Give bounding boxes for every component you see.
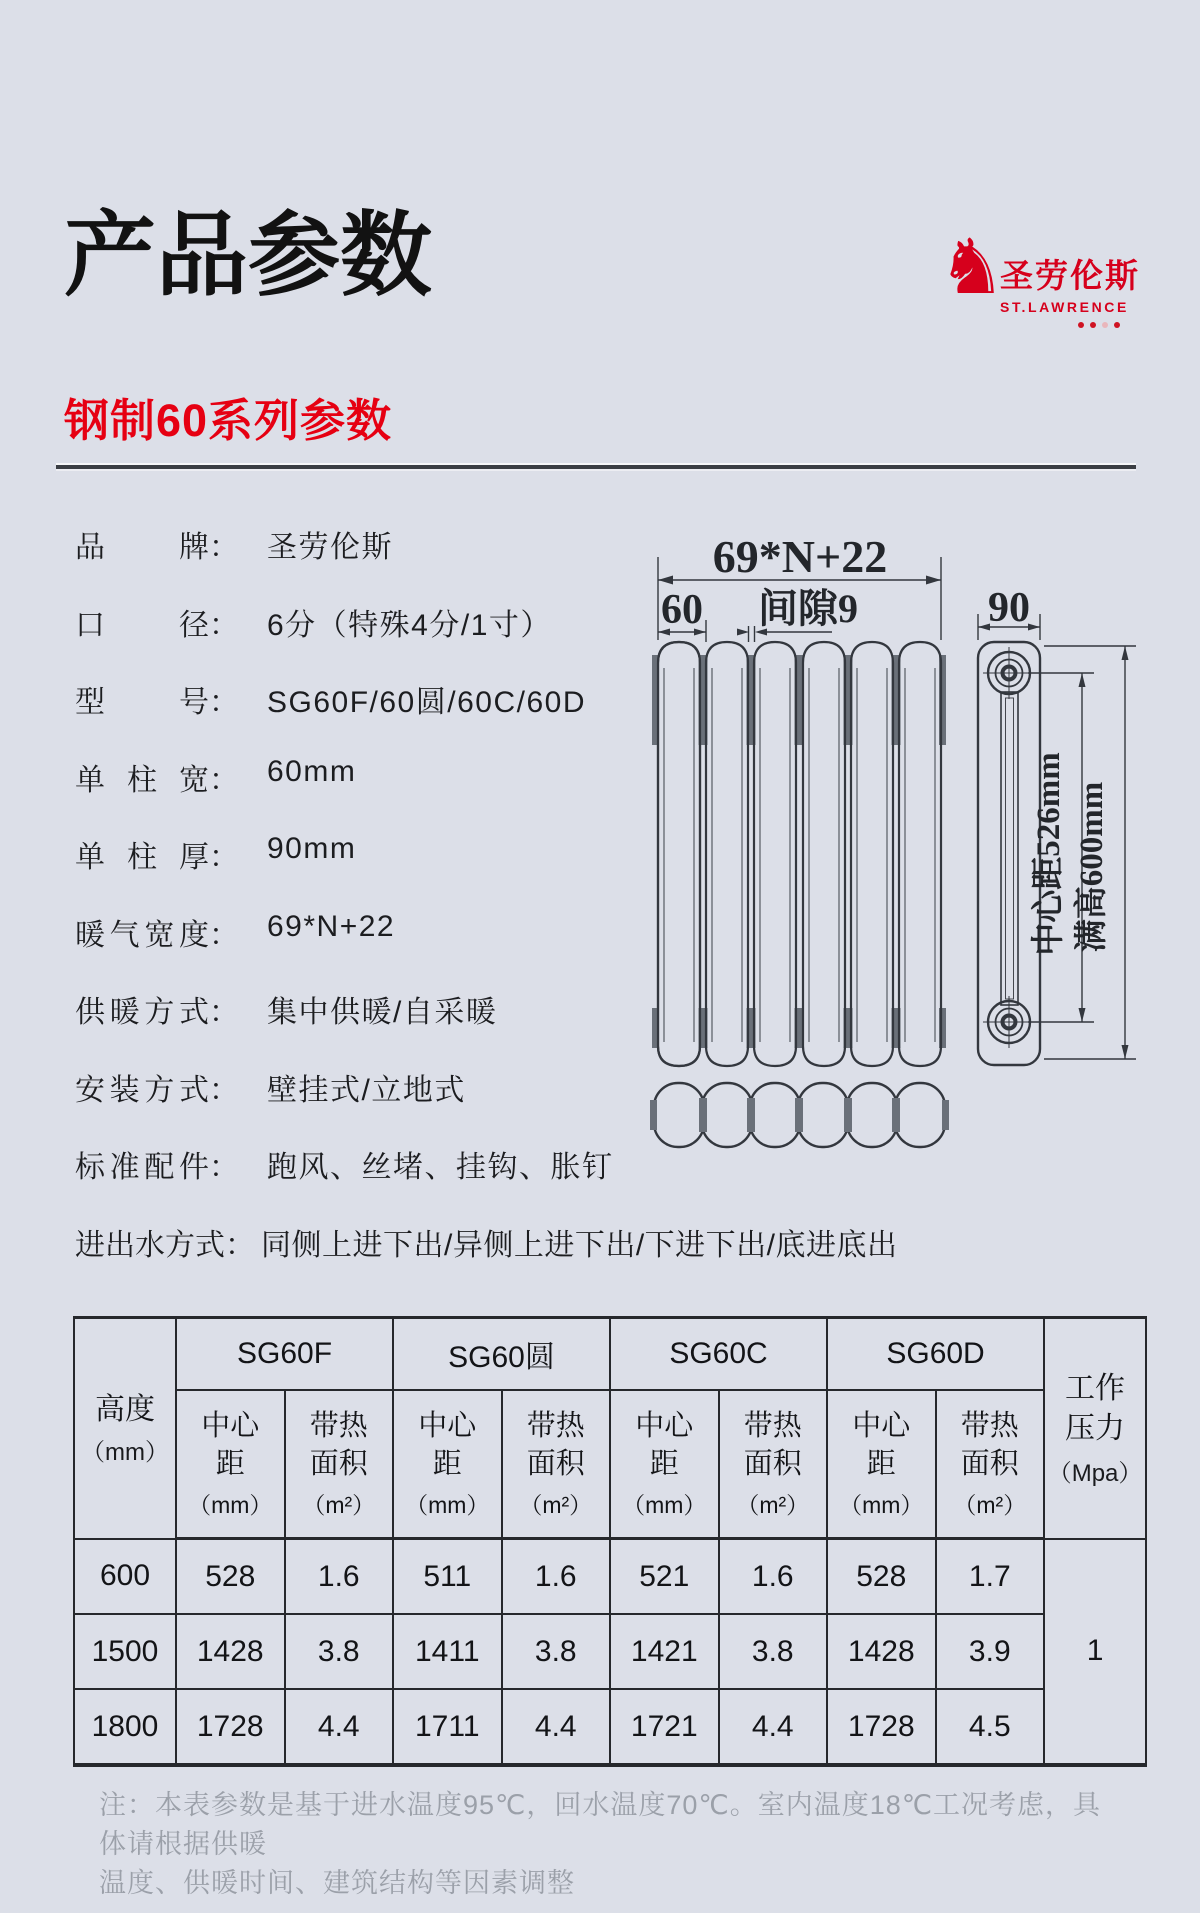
spec-value: 圣劳伦斯 bbox=[267, 531, 393, 564]
spec-label: 安装方式 bbox=[75, 1073, 209, 1107]
col-header-working-pressure bbox=[1044, 1318, 1146, 1539]
cell-value: 1.6 bbox=[719, 1539, 828, 1615]
spec-colon: ： bbox=[209, 608, 239, 642]
brand-name-en: ST.LAWRENCE bbox=[1000, 299, 1129, 315]
note-line: 注：本表参数是基于进水温度95℃，回水温度70℃。室内温度18℃工况考虑，具体请根据供暖 bbox=[99, 1790, 1102, 1860]
spec-value: 集中供暖/自采暖 bbox=[267, 996, 498, 1029]
spec-value: 60mm bbox=[267, 754, 357, 788]
cell-value: 1411 bbox=[393, 1614, 502, 1689]
sub-header-center-distance: 中心距 （mm） bbox=[176, 1390, 285, 1539]
cell-value: 1721 bbox=[610, 1689, 719, 1765]
spec-value: 69*N+22 bbox=[267, 909, 396, 943]
pressure-header-unit: （Mpa） bbox=[1047, 1459, 1143, 1487]
sub-header-heating-area: 带热面积 （m²） bbox=[719, 1390, 828, 1539]
cell-value: 1728 bbox=[176, 1689, 285, 1765]
logo-dot bbox=[1090, 322, 1096, 328]
table-note bbox=[99, 1786, 1129, 1903]
spec-value: SG60F/60圆/60C/60D bbox=[267, 686, 586, 719]
cell-value: 1428 bbox=[176, 1614, 285, 1689]
sub-header-heating-area: 带热面积 （m²） bbox=[502, 1390, 611, 1539]
cell-height: 600 bbox=[74, 1539, 176, 1615]
table-row bbox=[74, 1614, 1146, 1689]
table-row bbox=[74, 1539, 1146, 1615]
group-header-sg60c: SG60C bbox=[610, 1318, 827, 1391]
cell-value: 4.5 bbox=[936, 1689, 1045, 1765]
spec-value: 6分（特殊4分/1寸） bbox=[267, 608, 552, 642]
height-header-unit: （mm） bbox=[81, 1438, 169, 1466]
dim-column-width-label: 60 bbox=[661, 587, 703, 633]
spec-label: 供暖方式 bbox=[75, 996, 209, 1029]
group-header-sg60d: SG60D bbox=[827, 1318, 1044, 1391]
brand-logo-text bbox=[1000, 250, 1140, 315]
group-header-sg60round: SG60圆 bbox=[393, 1318, 610, 1391]
logo-dot bbox=[1078, 322, 1084, 328]
pressure-header-label: 工作压力 bbox=[1065, 1371, 1126, 1446]
cell-value: 528 bbox=[827, 1539, 936, 1615]
spec-colon: ： bbox=[225, 1228, 255, 1262]
cell-value: 1.6 bbox=[502, 1539, 611, 1615]
dim-gap-label: 间隙9 bbox=[758, 586, 858, 631]
cell-value: 1.7 bbox=[936, 1539, 1045, 1615]
radiator-technical-drawing bbox=[520, 430, 1180, 1170]
cell-value: 521 bbox=[610, 1539, 719, 1615]
spec-value: 壁挂式/立地式 bbox=[267, 1073, 466, 1107]
spec-colon: ： bbox=[209, 918, 239, 952]
cell-value: 3.9 bbox=[936, 1614, 1045, 1689]
spec-colon: ： bbox=[209, 841, 239, 874]
cell-value: 4.4 bbox=[502, 1689, 611, 1765]
cell-value: 3.8 bbox=[719, 1614, 828, 1689]
section-title: 钢制60系列参数 bbox=[64, 395, 393, 446]
spec-colon: ： bbox=[209, 1151, 239, 1184]
spec-colon: ： bbox=[209, 686, 239, 719]
spec-colon: ： bbox=[209, 531, 239, 564]
cell-value: 3.8 bbox=[502, 1614, 611, 1689]
spec-value: 90mm bbox=[267, 832, 357, 865]
group-header-sg60f: SG60F bbox=[176, 1318, 393, 1391]
sub-header-center-distance: 中心距 （mm） bbox=[610, 1390, 719, 1539]
spec-value: 跑风、丝堵、挂钩、胀钉 bbox=[267, 1151, 614, 1184]
dim-full-height-label: 满高600mm bbox=[1074, 781, 1110, 953]
cell-value: 1428 bbox=[827, 1614, 936, 1689]
spec-label: 口径 bbox=[75, 608, 209, 642]
cell-value: 1711 bbox=[393, 1689, 502, 1765]
dim-center-distance-label: 中心距526mm bbox=[1031, 752, 1067, 956]
spec-label: 单柱厚 bbox=[75, 841, 209, 874]
sub-header-heating-area: 带热面积 （m²） bbox=[936, 1390, 1045, 1539]
spec-value: 同侧上进下出/异侧上进下出/下进下出/底进底出 bbox=[261, 1228, 898, 1262]
logo-dot bbox=[1102, 322, 1108, 328]
logo-dots bbox=[1078, 322, 1120, 328]
dim-width-formula-label: 69*N+22 bbox=[712, 531, 888, 582]
cell-value: 1421 bbox=[610, 1614, 719, 1689]
dim-depth-label: 90 bbox=[988, 585, 1030, 631]
cell-working-pressure: 1 bbox=[1044, 1539, 1146, 1766]
sub-header-center-distance: 中心距 （mm） bbox=[393, 1390, 502, 1539]
parameters-table bbox=[73, 1316, 1147, 1767]
table-row bbox=[74, 1689, 1146, 1765]
cell-value: 3.8 bbox=[285, 1614, 394, 1689]
spec-colon: ： bbox=[209, 996, 239, 1029]
spec-label: 进出水方式 bbox=[75, 1228, 225, 1262]
cell-height: 1800 bbox=[74, 1689, 176, 1765]
spec-row-water-flow bbox=[75, 1220, 898, 1298]
note-line: 温度、供暖时间、建筑结构等因素调整 bbox=[99, 1868, 575, 1899]
cell-value: 4.4 bbox=[285, 1689, 394, 1765]
cell-value: 4.4 bbox=[719, 1689, 828, 1765]
cell-value: 511 bbox=[393, 1539, 502, 1615]
spec-label: 标准配件 bbox=[75, 1151, 209, 1184]
height-header-label: 高度 bbox=[95, 1392, 155, 1426]
spec-colon: ： bbox=[209, 1073, 239, 1107]
brand-logo bbox=[938, 225, 1168, 340]
col-header-height bbox=[74, 1318, 176, 1539]
cell-value: 528 bbox=[176, 1539, 285, 1615]
page-title: 产品参数 bbox=[64, 205, 433, 307]
sub-header-heating-area: 带热面积 （m²） bbox=[285, 1390, 394, 1539]
cell-height: 1500 bbox=[74, 1614, 176, 1689]
spec-label: 品牌 bbox=[75, 531, 209, 564]
spec-label: 暖气宽度 bbox=[75, 918, 209, 952]
cell-value: 1.6 bbox=[285, 1539, 394, 1615]
logo-dot bbox=[1114, 322, 1120, 328]
sub-header-center-distance: 中心距 （mm） bbox=[827, 1390, 936, 1539]
knight-horse-logo-icon: ♞ bbox=[938, 225, 1007, 310]
brand-name-cn: 圣劳伦斯 bbox=[1000, 257, 1140, 294]
cell-value: 1728 bbox=[827, 1689, 936, 1765]
spec-label: 型号 bbox=[75, 686, 209, 719]
spec-colon: ： bbox=[209, 763, 239, 797]
spec-label: 单柱宽 bbox=[75, 763, 209, 797]
